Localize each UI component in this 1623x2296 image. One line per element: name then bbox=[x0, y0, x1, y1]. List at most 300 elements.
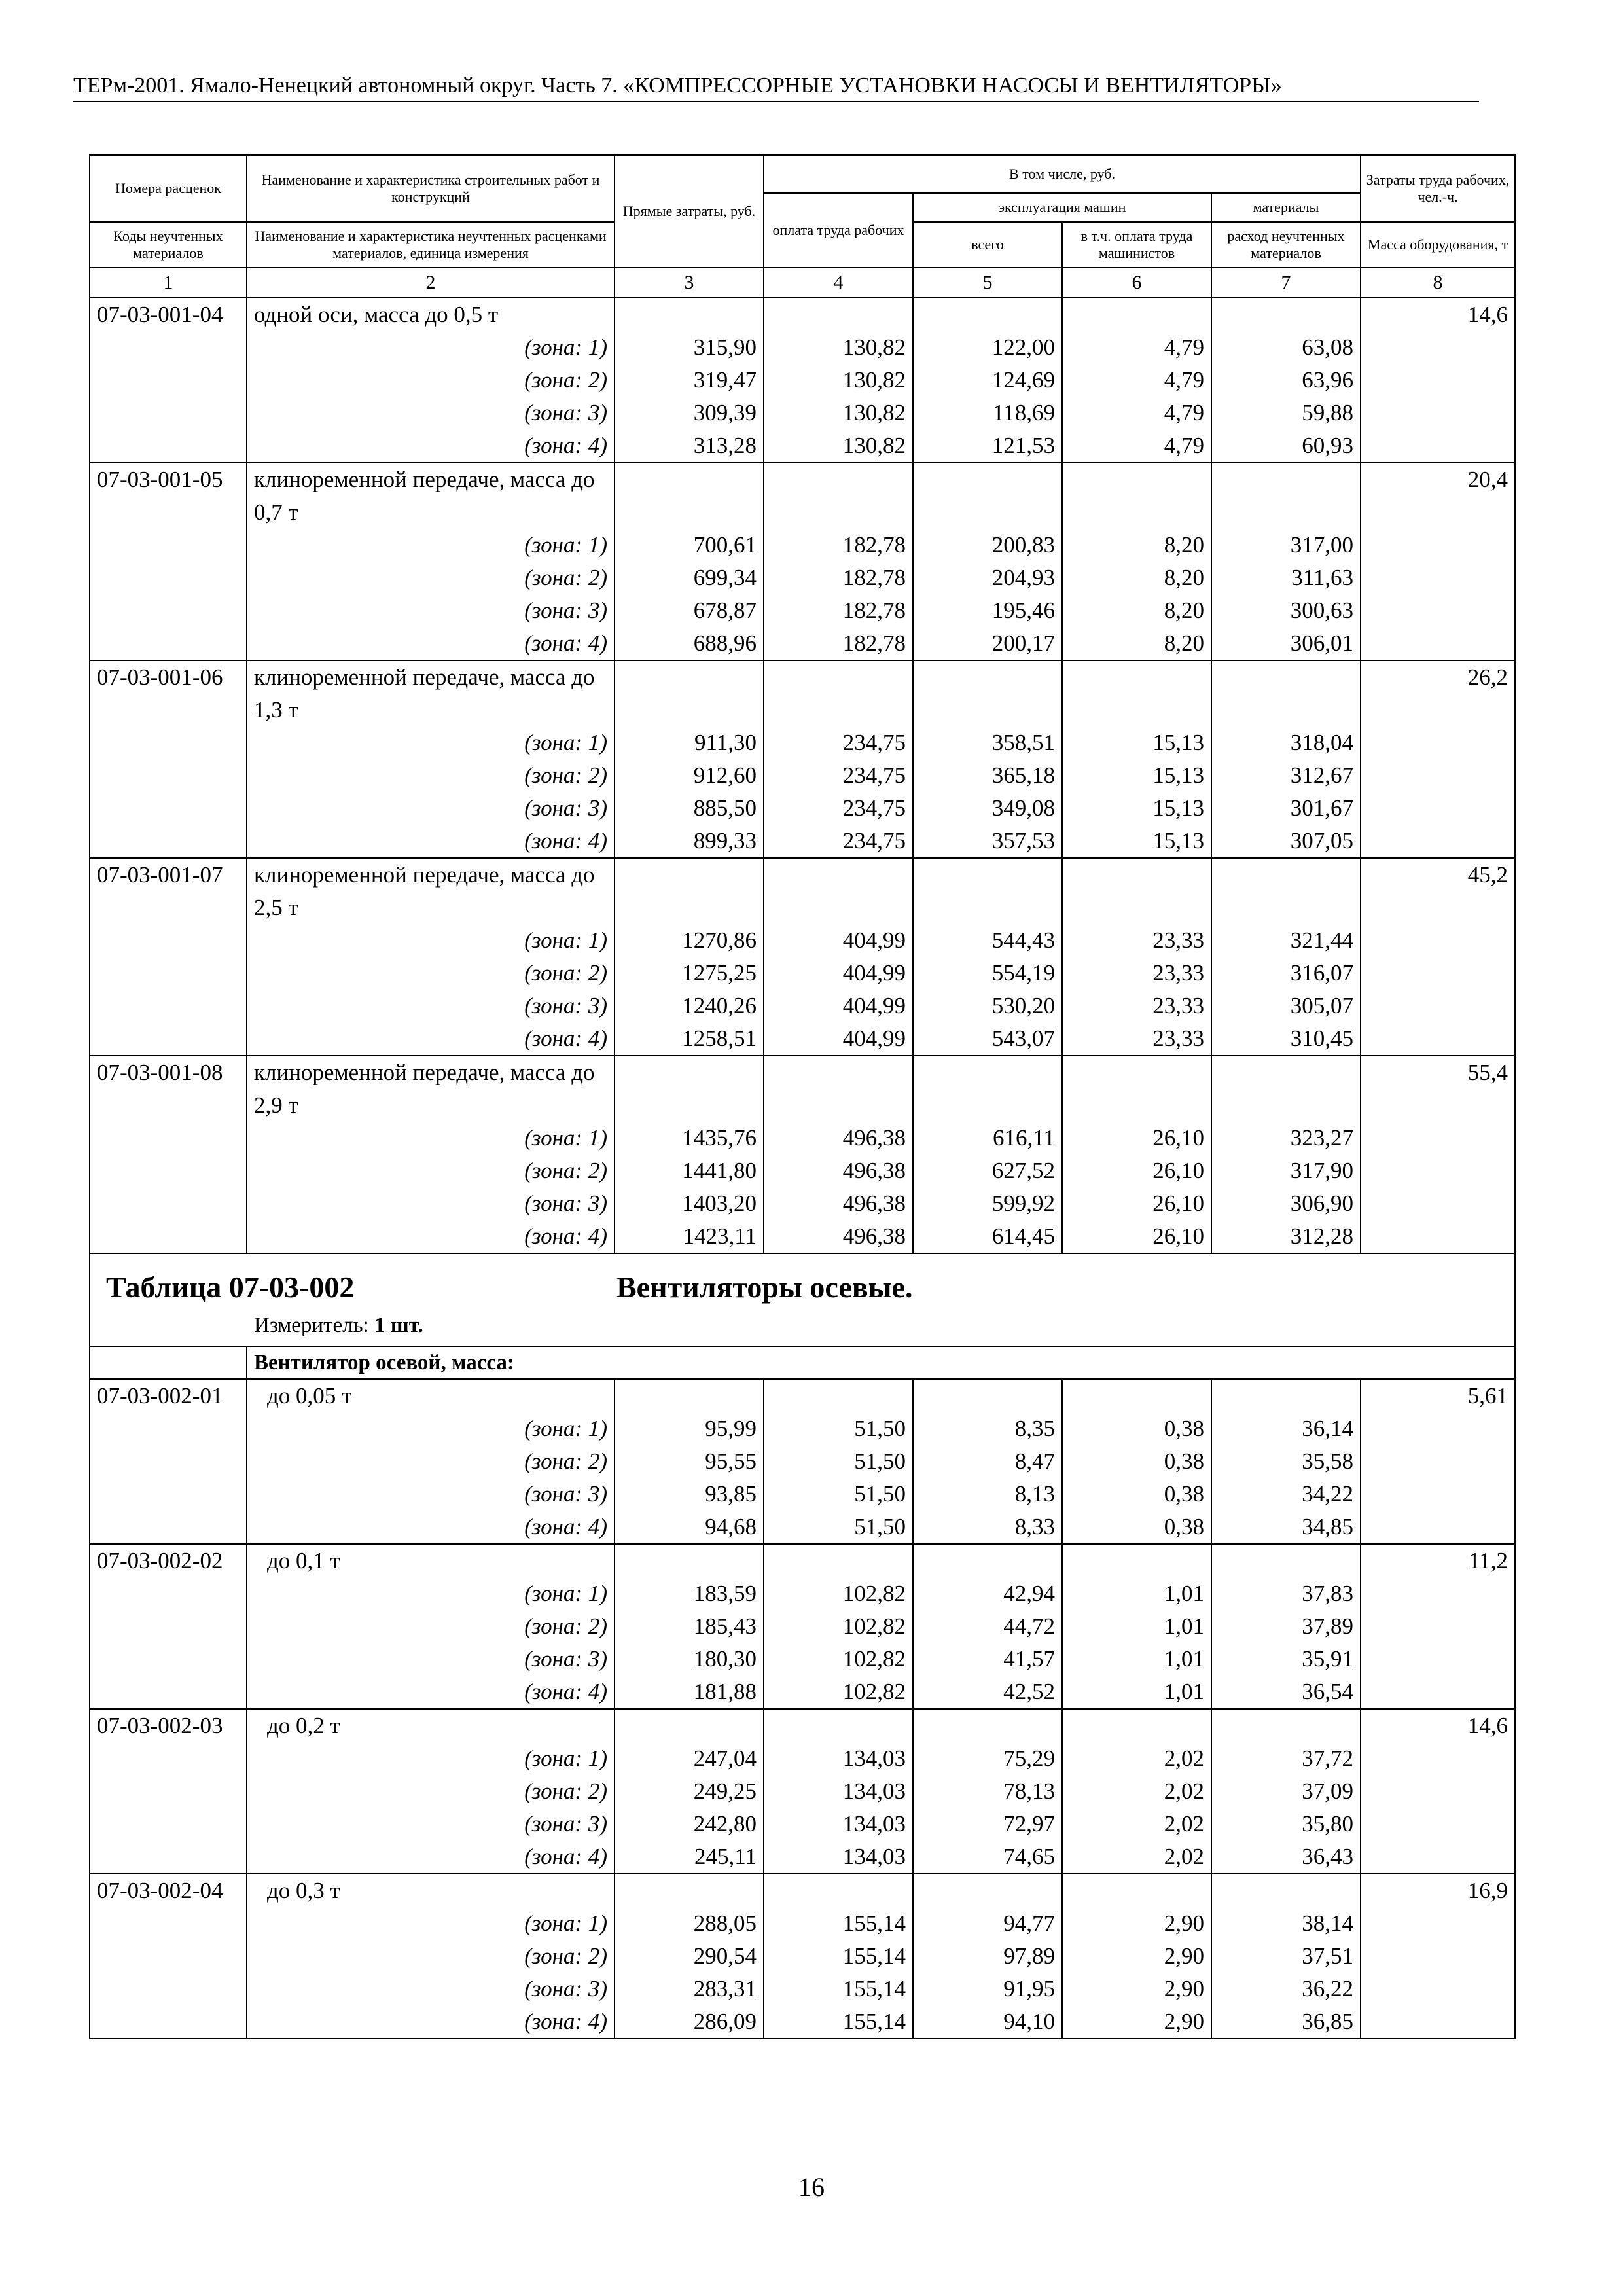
labor-cost: 26,2 bbox=[1361, 660, 1515, 726]
direct-costs: 180,30 bbox=[615, 1643, 764, 1676]
operator-wages: 2,90 bbox=[1062, 1907, 1211, 1940]
zone-row bbox=[90, 924, 1515, 957]
materials: 37,72 bbox=[1211, 1742, 1361, 1775]
rate-name: клиноременной передаче, масса до 2,5 т bbox=[247, 858, 615, 924]
empty-cell bbox=[90, 1412, 247, 1445]
wages: 404,99 bbox=[764, 924, 913, 957]
empty-cell bbox=[1361, 1676, 1515, 1709]
machines-total: 121,53 bbox=[913, 429, 1062, 463]
empty-cell bbox=[615, 1709, 764, 1742]
materials: 306,90 bbox=[1211, 1187, 1361, 1220]
empty-cell bbox=[615, 1056, 764, 1122]
wages: 496,38 bbox=[764, 1155, 913, 1187]
direct-costs: 95,55 bbox=[615, 1445, 764, 1478]
zone-row bbox=[90, 1122, 1515, 1155]
materials: 306,01 bbox=[1211, 627, 1361, 660]
empty-cell bbox=[1211, 298, 1361, 331]
labor-cost: 16,9 bbox=[1361, 1874, 1515, 1907]
empty-cell bbox=[1361, 726, 1515, 759]
empty-cell bbox=[1361, 1220, 1515, 1253]
operator-wages: 15,13 bbox=[1062, 825, 1211, 858]
empty-cell bbox=[90, 1973, 247, 2005]
empty-cell bbox=[615, 858, 764, 924]
empty-cell bbox=[90, 957, 247, 990]
empty-cell bbox=[1211, 1056, 1361, 1122]
col-number: 8 bbox=[1361, 268, 1515, 298]
subheading-spacer bbox=[90, 1346, 247, 1379]
operator-wages: 2,02 bbox=[1062, 1742, 1211, 1775]
direct-costs: 1240,26 bbox=[615, 990, 764, 1022]
materials: 36,43 bbox=[1211, 1840, 1361, 1874]
col-header-including: В том числе, руб. bbox=[764, 155, 1361, 193]
empty-cell bbox=[1361, 759, 1515, 792]
rate-code: 07-03-001-05 bbox=[90, 463, 247, 529]
wages: 130,82 bbox=[764, 331, 913, 364]
zone-label: (зона: 2) bbox=[247, 1155, 615, 1187]
empty-cell bbox=[1361, 529, 1515, 562]
empty-cell bbox=[913, 1544, 1062, 1577]
empty-cell bbox=[90, 627, 247, 660]
machines-total: 94,10 bbox=[913, 2005, 1062, 2039]
operator-wages: 2,02 bbox=[1062, 1840, 1211, 1874]
materials: 312,67 bbox=[1211, 759, 1361, 792]
wages: 102,82 bbox=[764, 1676, 913, 1709]
empty-cell bbox=[90, 1122, 247, 1155]
zone-label: (зона: 1) bbox=[247, 726, 615, 759]
labor-cost: 20,4 bbox=[1361, 463, 1515, 529]
operator-wages: 2,90 bbox=[1062, 1973, 1211, 2005]
col-header-code: Номера расценок bbox=[90, 155, 247, 222]
rate-row bbox=[90, 1874, 1515, 1907]
zone-label: (зона: 3) bbox=[247, 1973, 615, 2005]
empty-cell bbox=[1062, 298, 1211, 331]
empty-cell bbox=[1361, 1478, 1515, 1511]
empty-cell bbox=[1361, 1840, 1515, 1874]
materials: 311,63 bbox=[1211, 562, 1361, 594]
direct-costs: 245,11 bbox=[615, 1840, 764, 1874]
empty-cell bbox=[913, 1056, 1062, 1122]
zone-label: (зона: 1) bbox=[247, 924, 615, 957]
direct-costs: 185,43 bbox=[615, 1610, 764, 1643]
empty-cell bbox=[764, 463, 913, 529]
empty-cell bbox=[1361, 1808, 1515, 1840]
zone-row bbox=[90, 1577, 1515, 1610]
direct-costs: 678,87 bbox=[615, 594, 764, 627]
machines-total: 349,08 bbox=[913, 792, 1062, 825]
wages: 234,75 bbox=[764, 792, 913, 825]
rate-code: 07-03-001-07 bbox=[90, 858, 247, 924]
direct-costs: 1441,80 bbox=[615, 1155, 764, 1187]
empty-cell bbox=[1211, 1874, 1361, 1907]
materials: 323,27 bbox=[1211, 1122, 1361, 1155]
machines-total: 614,45 bbox=[913, 1220, 1062, 1253]
empty-cell bbox=[615, 1379, 764, 1412]
zone-row bbox=[90, 1511, 1515, 1544]
zone-row bbox=[90, 1973, 1515, 2005]
operator-wages: 1,01 bbox=[1062, 1610, 1211, 1643]
empty-cell bbox=[90, 331, 247, 364]
wages: 51,50 bbox=[764, 1445, 913, 1478]
rate-name: клиноременной передаче, масса до 0,7 т bbox=[247, 463, 615, 529]
zone-label: (зона: 3) bbox=[247, 990, 615, 1022]
empty-cell bbox=[913, 463, 1062, 529]
rate-row bbox=[90, 1544, 1515, 1577]
empty-cell bbox=[90, 529, 247, 562]
operator-wages: 4,79 bbox=[1062, 331, 1211, 364]
operator-wages: 4,79 bbox=[1062, 429, 1211, 463]
measure-label: Измеритель: bbox=[254, 1314, 369, 1337]
materials: 305,07 bbox=[1211, 990, 1361, 1022]
empty-cell bbox=[90, 1907, 247, 1940]
materials: 38,14 bbox=[1211, 1907, 1361, 1940]
empty-cell bbox=[764, 1379, 913, 1412]
col-header-materials: материалы bbox=[1211, 193, 1361, 222]
empty-cell bbox=[90, 1775, 247, 1808]
col-number: 2 bbox=[247, 268, 615, 298]
zone-row bbox=[90, 2005, 1515, 2039]
empty-cell bbox=[913, 298, 1062, 331]
wages: 496,38 bbox=[764, 1122, 913, 1155]
zone-label: (зона: 1) bbox=[247, 1412, 615, 1445]
empty-cell bbox=[1361, 1511, 1515, 1544]
rate-name: до 0,2 т bbox=[247, 1709, 615, 1742]
empty-cell bbox=[615, 1874, 764, 1907]
machines-total: 124,69 bbox=[913, 364, 1062, 397]
col-header-labor: Затраты труда рабочих, чел.-ч. bbox=[1361, 155, 1515, 222]
rate-code: 07-03-001-04 bbox=[90, 298, 247, 331]
empty-cell bbox=[90, 1577, 247, 1610]
materials: 35,91 bbox=[1211, 1643, 1361, 1676]
wages: 102,82 bbox=[764, 1610, 913, 1643]
empty-cell bbox=[90, 792, 247, 825]
machines-total: 75,29 bbox=[913, 1742, 1062, 1775]
zone-label: (зона: 4) bbox=[247, 1511, 615, 1544]
machines-total: 97,89 bbox=[913, 1940, 1062, 1973]
empty-cell bbox=[1361, 1122, 1515, 1155]
rate-row bbox=[90, 1379, 1515, 1412]
rate-name: клиноременной передаче, масса до 1,3 т bbox=[247, 660, 615, 726]
zone-row bbox=[90, 726, 1515, 759]
direct-costs: 183,59 bbox=[615, 1577, 764, 1610]
rate-code: 07-03-001-08 bbox=[90, 1056, 247, 1122]
zone-row bbox=[90, 397, 1515, 429]
wages: 155,14 bbox=[764, 1940, 913, 1973]
empty-cell bbox=[1062, 1874, 1211, 1907]
col-header-wages: оплата труда рабочих bbox=[764, 193, 913, 268]
zone-label: (зона: 2) bbox=[247, 1445, 615, 1478]
operator-wages: 26,10 bbox=[1062, 1122, 1211, 1155]
wages: 182,78 bbox=[764, 529, 913, 562]
empty-cell bbox=[1361, 331, 1515, 364]
direct-costs: 1435,76 bbox=[615, 1122, 764, 1155]
table-body-07-03-002 bbox=[90, 1379, 1515, 2039]
empty-cell bbox=[1211, 660, 1361, 726]
machines-total: 543,07 bbox=[913, 1022, 1062, 1056]
zone-label: (зона: 1) bbox=[247, 1577, 615, 1610]
zone-row bbox=[90, 1478, 1515, 1511]
empty-cell bbox=[1211, 1709, 1361, 1742]
zone-row bbox=[90, 1187, 1515, 1220]
wages: 234,75 bbox=[764, 759, 913, 792]
empty-cell bbox=[90, 1187, 247, 1220]
rate-code: 07-03-002-02 bbox=[90, 1544, 247, 1577]
empty-cell bbox=[1062, 463, 1211, 529]
machines-total: 41,57 bbox=[913, 1643, 1062, 1676]
empty-cell bbox=[913, 1874, 1062, 1907]
zone-row bbox=[90, 1022, 1515, 1056]
machines-total: 599,92 bbox=[913, 1187, 1062, 1220]
empty-cell bbox=[90, 1155, 247, 1187]
measure-value: 1 шт. bbox=[374, 1314, 423, 1337]
wages: 51,50 bbox=[764, 1511, 913, 1544]
wages: 130,82 bbox=[764, 364, 913, 397]
wages: 134,03 bbox=[764, 1742, 913, 1775]
zone-row bbox=[90, 1643, 1515, 1676]
col-header-equipment-mass: Масса оборудования, т bbox=[1361, 222, 1515, 268]
direct-costs: 319,47 bbox=[615, 364, 764, 397]
materials: 34,22 bbox=[1211, 1478, 1361, 1511]
table-name: Вентиляторы осевые. bbox=[616, 1270, 913, 1304]
zone-label: (зона: 3) bbox=[247, 1187, 615, 1220]
zone-row bbox=[90, 1940, 1515, 1973]
direct-costs: 1403,20 bbox=[615, 1187, 764, 1220]
direct-costs: 313,28 bbox=[615, 429, 764, 463]
measure-line bbox=[97, 1304, 1508, 1346]
rate-code: 07-03-001-06 bbox=[90, 660, 247, 726]
direct-costs: 93,85 bbox=[615, 1478, 764, 1511]
operator-wages: 8,20 bbox=[1062, 627, 1211, 660]
operator-wages: 1,01 bbox=[1062, 1643, 1211, 1676]
rate-row bbox=[90, 858, 1515, 924]
labor-cost: 45,2 bbox=[1361, 858, 1515, 924]
materials: 36,54 bbox=[1211, 1676, 1361, 1709]
zone-label: (зона: 3) bbox=[247, 1478, 615, 1511]
operator-wages: 26,10 bbox=[1062, 1155, 1211, 1187]
wages: 102,82 bbox=[764, 1577, 913, 1610]
empty-cell bbox=[913, 1709, 1062, 1742]
zone-label: (зона: 2) bbox=[247, 759, 615, 792]
zone-label: (зона: 2) bbox=[247, 1610, 615, 1643]
direct-costs: 181,88 bbox=[615, 1676, 764, 1709]
direct-costs: 249,25 bbox=[615, 1775, 764, 1808]
machines-total: 616,11 bbox=[913, 1122, 1062, 1155]
machines-total: 42,52 bbox=[913, 1676, 1062, 1709]
machines-total: 8,35 bbox=[913, 1412, 1062, 1445]
zone-row bbox=[90, 825, 1515, 858]
zone-label: (зона: 4) bbox=[247, 429, 615, 463]
direct-costs: 1275,25 bbox=[615, 957, 764, 990]
page-number: 16 bbox=[798, 2172, 825, 2202]
operator-wages: 0,38 bbox=[1062, 1478, 1211, 1511]
empty-cell bbox=[1361, 1187, 1515, 1220]
empty-cell bbox=[1062, 1709, 1211, 1742]
materials: 317,00 bbox=[1211, 529, 1361, 562]
zone-row bbox=[90, 759, 1515, 792]
machines-total: 91,95 bbox=[913, 1973, 1062, 2005]
col-header-name: Наименование и характеристика строительных работ и конструкций bbox=[247, 155, 615, 222]
empty-cell bbox=[1361, 1775, 1515, 1808]
direct-costs: 1270,86 bbox=[615, 924, 764, 957]
materials: 300,63 bbox=[1211, 594, 1361, 627]
empty-cell bbox=[1361, 1742, 1515, 1775]
empty-cell bbox=[1062, 660, 1211, 726]
operator-wages: 1,01 bbox=[1062, 1577, 1211, 1610]
empty-cell bbox=[90, 1676, 247, 1709]
rate-code: 07-03-002-03 bbox=[90, 1709, 247, 1742]
empty-cell bbox=[913, 858, 1062, 924]
price-table-wrapper bbox=[89, 154, 1514, 2039]
zone-label: (зона: 2) bbox=[247, 957, 615, 990]
wages: 51,50 bbox=[764, 1478, 913, 1511]
wages: 130,82 bbox=[764, 397, 913, 429]
wages: 130,82 bbox=[764, 429, 913, 463]
rate-code: 07-03-002-04 bbox=[90, 1874, 247, 1907]
rate-name: одной оси, масса до 0,5 т bbox=[247, 298, 615, 331]
wages: 182,78 bbox=[764, 562, 913, 594]
wages: 496,38 bbox=[764, 1187, 913, 1220]
machines-total: 74,65 bbox=[913, 1840, 1062, 1874]
empty-cell bbox=[90, 924, 247, 957]
machines-total: 44,72 bbox=[913, 1610, 1062, 1643]
direct-costs: 242,80 bbox=[615, 1808, 764, 1840]
direct-costs: 912,60 bbox=[615, 759, 764, 792]
wages: 234,75 bbox=[764, 825, 913, 858]
operator-wages: 15,13 bbox=[1062, 759, 1211, 792]
zone-label: (зона: 2) bbox=[247, 364, 615, 397]
empty-cell bbox=[1062, 1379, 1211, 1412]
col-number: 1 bbox=[90, 268, 247, 298]
operator-wages: 23,33 bbox=[1062, 990, 1211, 1022]
materials: 37,51 bbox=[1211, 1940, 1361, 1973]
machines-total: 204,93 bbox=[913, 562, 1062, 594]
zone-row bbox=[90, 627, 1515, 660]
empty-cell bbox=[1211, 463, 1361, 529]
zone-row bbox=[90, 1775, 1515, 1808]
rate-row bbox=[90, 1056, 1515, 1122]
machines-total: 365,18 bbox=[913, 759, 1062, 792]
zone-row bbox=[90, 792, 1515, 825]
materials: 35,58 bbox=[1211, 1445, 1361, 1478]
operator-wages: 23,33 bbox=[1062, 1022, 1211, 1056]
direct-costs: 899,33 bbox=[615, 825, 764, 858]
empty-cell bbox=[90, 2005, 247, 2039]
operator-wages: 23,33 bbox=[1062, 957, 1211, 990]
zone-label: (зона: 4) bbox=[247, 2005, 615, 2039]
operator-wages: 26,10 bbox=[1062, 1220, 1211, 1253]
col-number: 4 bbox=[764, 268, 913, 298]
zone-label: (зона: 1) bbox=[247, 1122, 615, 1155]
empty-cell bbox=[1361, 990, 1515, 1022]
empty-cell bbox=[90, 1940, 247, 1973]
wages: 404,99 bbox=[764, 1022, 913, 1056]
zone-label: (зона: 3) bbox=[247, 594, 615, 627]
wages: 134,03 bbox=[764, 1808, 913, 1840]
empty-cell bbox=[1361, 1445, 1515, 1478]
zone-label: (зона: 4) bbox=[247, 1676, 615, 1709]
empty-cell bbox=[764, 1874, 913, 1907]
empty-cell bbox=[913, 1379, 1062, 1412]
zone-label: (зона: 4) bbox=[247, 627, 615, 660]
zone-row bbox=[90, 1840, 1515, 1874]
zone-label: (зона: 1) bbox=[247, 1907, 615, 1940]
zone-row bbox=[90, 429, 1515, 463]
operator-wages: 2,90 bbox=[1062, 2005, 1211, 2039]
zone-row bbox=[90, 1676, 1515, 1709]
col-number: 3 bbox=[615, 268, 764, 298]
direct-costs: 309,39 bbox=[615, 397, 764, 429]
empty-cell bbox=[764, 298, 913, 331]
empty-cell bbox=[90, 825, 247, 858]
empty-cell bbox=[1062, 1544, 1211, 1577]
materials: 34,85 bbox=[1211, 1511, 1361, 1544]
wages: 404,99 bbox=[764, 990, 913, 1022]
empty-cell bbox=[1361, 825, 1515, 858]
machines-total: 8,47 bbox=[913, 1445, 1062, 1478]
machines-total: 358,51 bbox=[913, 726, 1062, 759]
zone-row bbox=[90, 594, 1515, 627]
materials: 36,14 bbox=[1211, 1412, 1361, 1445]
empty-cell bbox=[1361, 1412, 1515, 1445]
operator-wages: 0,38 bbox=[1062, 1445, 1211, 1478]
empty-cell bbox=[615, 463, 764, 529]
machines-total: 530,20 bbox=[913, 990, 1062, 1022]
direct-costs: 94,68 bbox=[615, 1511, 764, 1544]
materials: 312,28 bbox=[1211, 1220, 1361, 1253]
empty-cell bbox=[90, 594, 247, 627]
empty-cell bbox=[90, 759, 247, 792]
zone-label: (зона: 2) bbox=[247, 1775, 615, 1808]
wages: 404,99 bbox=[764, 957, 913, 990]
empty-cell bbox=[90, 1220, 247, 1253]
operator-wages: 2,90 bbox=[1062, 1940, 1211, 1973]
direct-costs: 290,54 bbox=[615, 1940, 764, 1973]
materials: 35,80 bbox=[1211, 1808, 1361, 1840]
direct-costs: 700,61 bbox=[615, 529, 764, 562]
zone-label: (зона: 2) bbox=[247, 562, 615, 594]
empty-cell bbox=[1361, 1973, 1515, 2005]
direct-costs: 315,90 bbox=[615, 331, 764, 364]
machines-total: 118,69 bbox=[913, 397, 1062, 429]
operator-wages: 26,10 bbox=[1062, 1187, 1211, 1220]
materials: 63,96 bbox=[1211, 364, 1361, 397]
direct-costs: 1423,11 bbox=[615, 1220, 764, 1253]
labor-cost: 14,6 bbox=[1361, 1709, 1515, 1742]
materials: 36,22 bbox=[1211, 1973, 1361, 2005]
rate-name: до 0,1 т bbox=[247, 1544, 615, 1577]
materials: 59,88 bbox=[1211, 397, 1361, 429]
machines-total: 200,17 bbox=[913, 627, 1062, 660]
labor-cost: 14,6 bbox=[1361, 298, 1515, 331]
empty-cell bbox=[913, 660, 1062, 726]
operator-wages: 0,38 bbox=[1062, 1412, 1211, 1445]
zone-row bbox=[90, 1907, 1515, 1940]
empty-cell bbox=[764, 1056, 913, 1122]
zone-label: (зона: 3) bbox=[247, 1808, 615, 1840]
empty-cell bbox=[1361, 1643, 1515, 1676]
col-number: 7 bbox=[1211, 268, 1361, 298]
zone-row bbox=[90, 1445, 1515, 1478]
empty-cell bbox=[1361, 1022, 1515, 1056]
empty-cell bbox=[615, 298, 764, 331]
empty-cell bbox=[764, 1544, 913, 1577]
empty-cell bbox=[90, 1808, 247, 1840]
zone-row bbox=[90, 957, 1515, 990]
empty-cell bbox=[1361, 2005, 1515, 2039]
operator-wages: 1,01 bbox=[1062, 1676, 1211, 1709]
empty-cell bbox=[1361, 1940, 1515, 1973]
empty-cell bbox=[1361, 924, 1515, 957]
empty-cell bbox=[1062, 858, 1211, 924]
